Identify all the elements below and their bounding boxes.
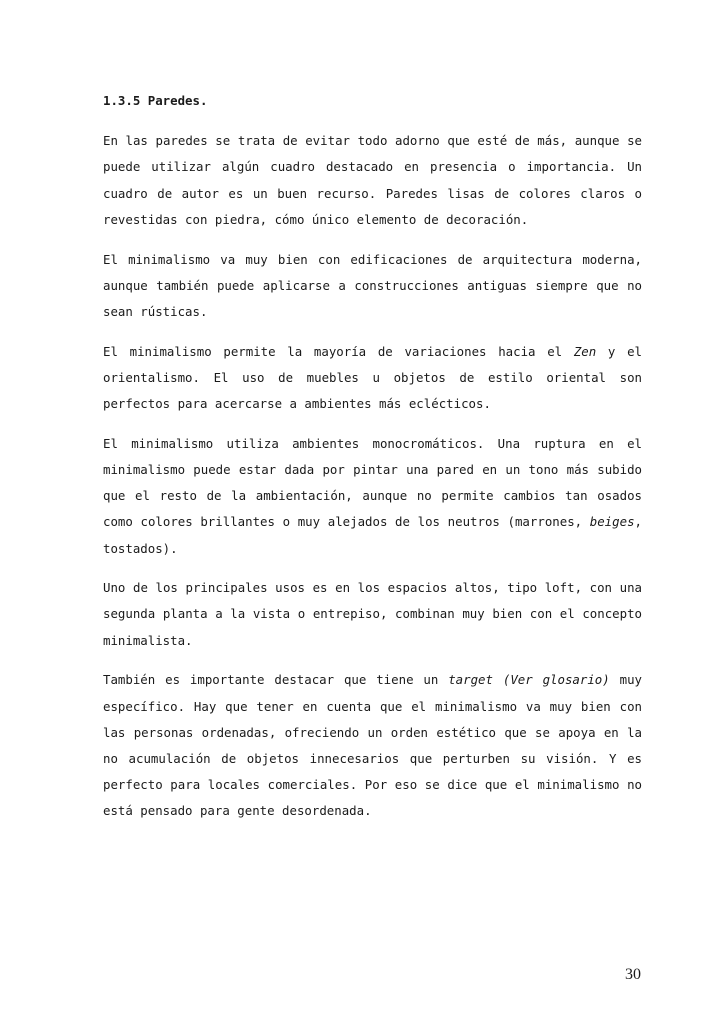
paragraph [103,431,642,562]
paragraph-text: , tostados). [103,514,642,556]
section-heading: 1.3.5 Paredes. [103,93,208,108]
paragraph-text: En las paredes se trata de evitar todo adorno que esté de más, aunque se puede utilizar algún cuadro destacado en presencia o importancia. Un cuadro de autor es un buen recurso. Paredes lisas de colores claros o revestidas con piedra, cómo único elemento de decoración. [103,133,642,227]
paragraph-text: Uno de los principales usos es en los espacios altos, tipo loft, con una segunda planta a la vista o entrepiso, combinan muy bien con el concepto minimalista. [103,580,642,648]
paragraph-text: y el orientalismo. El uso de muebles u objetos de estilo oriental son perfectos para acercarse a ambientes más eclécticos. [103,343,642,412]
italic-term: beiges [589,514,635,530]
paragraph-text: También es importante destacar que tiene un [103,672,449,688]
paragraph-text: muy específico. Hay que tener en cuenta que el minimalismo va muy bien con las personas ordenadas, ofreciendo un orden estético que se apoya en la no acumulación de objetos innecesarios que perturben su visión. Y es perfecto para locales comerciales. Por eso se dice que el minimalismo no está pensado para gente desordenada. [103,672,643,819]
paragraph [103,247,642,326]
paragraph [103,128,642,233]
page-content [103,88,642,838]
paragraph [103,667,642,824]
paragraph [103,575,642,654]
paragraph-text: El minimalismo utiliza ambientes monocromáticos. Una ruptura en el minimalismo puede estar dada por pintar una pared en un tono más subido que el resto de la ambientación, aunque no permite cambios tan osados como colores brillantes o muy alejados de los neutros (marrones, [103,435,642,530]
italic-term: target (Ver glosario) [448,672,610,688]
italic-term: Zen [573,343,597,359]
page-number: 30 [625,966,641,983]
paragraph-text: El minimalismo permite la mayoría de variaciones hacia el [103,343,574,359]
paragraph [103,339,642,418]
paragraph-text: El minimalismo va muy bien con edificaciones de arquitectura moderna, aunque también puede aplicarse a construcciones antiguas siempre que no sean rústicas. [103,251,642,319]
